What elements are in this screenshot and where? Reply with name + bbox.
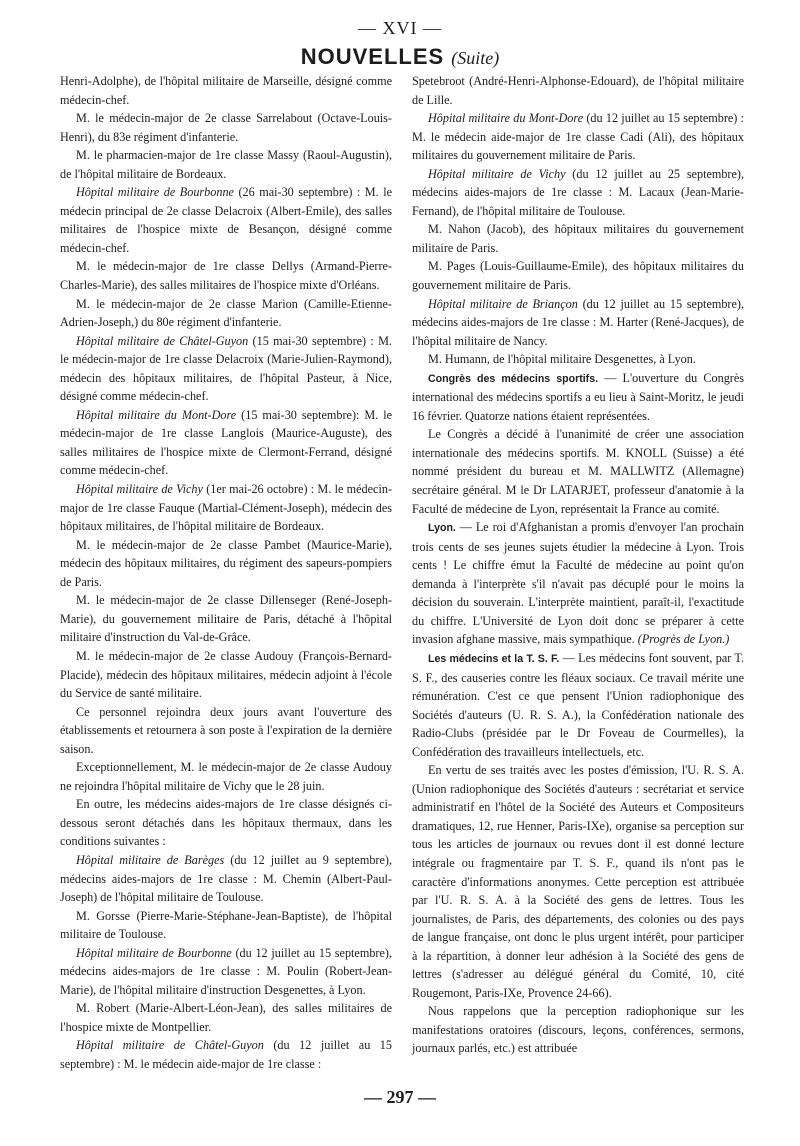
paragraph-text: (du 12 juillet au 15 septembre) : M. le médecin aide-major de 1re classe Cadi (Ali), des hôpitaux militaires du gouvernement militaire de Paris. (412, 111, 744, 163)
paragraph (412, 425, 744, 518)
section-heading (0, 44, 800, 70)
paragraph (60, 109, 392, 146)
paragraph (60, 999, 392, 1036)
paragraph-italic-lead: Hôpital militaire de Vichy (76, 482, 203, 497)
paragraph (412, 518, 744, 649)
paragraph (60, 406, 392, 480)
paragraph-bold-lead: Congrès des médecins sportifs. (428, 372, 599, 385)
paragraph (60, 536, 392, 592)
paragraph-italic-lead: Hôpital militaire de Châtel-Guyon (76, 333, 249, 348)
paragraph-italic-lead: Hôpital militaire de Barèges (76, 852, 225, 867)
paragraph (60, 1036, 392, 1073)
paragraph-text: — Les médecins font souvent, par T. S. F., des causeries contre les fléaux sociaux. Ce travail mérite une rémunération. C'est ce que pensent l'Union radiophonique des Sociétés d'auteurs (U. R. S. A.), la Confédération nationale des Radio-Clubs (présidée par le Dr Foveau de Courmelles), la Confédération des travailleurs intellectuels, etc. (412, 650, 744, 759)
paragraph-italic-lead: Hôpital militaire du Mont-Dore (76, 407, 237, 422)
paragraph-text: Ce personnel rejoindra deux jours avant l'ouverture des établissements et retournera à son poste à l'expiration de la dernière saison. (60, 704, 392, 756)
paragraph-text: (15 mai-30 septembre): M. le médecin-major de 1re classe Langlois (Maurice-Auguste), des salles militaires de l'hospice mixte de Clermont-Ferrand, désigné comme médecin-chef. (60, 407, 392, 478)
paragraph-text: M. le médecin-major de 2e classe Marion (Camille-Etienne-Adrien-Joseph,) du 80e régiment d'infanterie. (60, 296, 392, 330)
paragraph (60, 647, 392, 703)
paragraph-text: M. le médecin-major de 1re classe Dellys (Armand-Pierre-Charles-Marie), des salles militaires de l'hospice mixte d'Orléans. (60, 259, 392, 293)
paragraph-text: Spetebroot (André-Henri-Alphonse-Edouard), de l'hôpital militaire de Lille. (412, 74, 744, 107)
paragraph-text: M. le pharmacien-major de 1re classe Massy (Raoul-Augustin), de l'hôpital militaire de Bordeaux. (60, 148, 392, 181)
paragraph (412, 369, 744, 426)
paragraph (60, 758, 392, 795)
paragraph (60, 703, 392, 759)
paragraph-bold-lead: Les médecins et la T. S. F. (428, 652, 560, 665)
paragraph (60, 795, 392, 851)
section-title: NOUVELLES (300, 44, 445, 69)
paragraph-text: M. le médecin-major de 2e classe Sarrelabout (Octave-Louis-Henri), du 83e régiment d'infanterie. (60, 111, 392, 144)
paragraph-text: M. Humann, de l'hôpital militaire Desgenettes, à Lyon. (428, 352, 696, 367)
paragraph-italic-lead: Hôpital militaire du Mont-Dore (428, 111, 584, 126)
paragraph-text: M. le médecin-major de 2e classe Dillenseger (René-Joseph-Marie), du gouvernement militaire de Paris, détaché à l'hôpital militaire d'instruction du Val-de-Grâce. (60, 593, 392, 645)
paragraph-text: M. le médecin-major de 2e classe Audouy (François-Bernard-Placide), médecin des hôpitaux militaires, médecin adjoint à l'école du Service de santé militaire. (60, 648, 392, 701)
paragraph-text: — Le roi d'Afghanistan a promis d'envoyer l'an prochain trois cents de ses jeunes sujets étudier la médecine à Lyon. Trois cents ! Le chiffre émut la Faculté de médecine au point qu'on demanda à l'interprète s'il n'avait pas décuplé pour le moins la décision du souverain. L'interprète maintient, paraît-il, l'exactitude du chiffre. L'Université de Lyon doit donc se préparer à cette invasion afghane massive, mais sympathique. (412, 520, 744, 647)
paragraph-text: Le Congrès a décidé à l'unanimité de créer une association internationale des médecins sportifs. M. KNOLL (Suisse) a été nommé président du bureau et M. MALLWITZ (Allemagne) secrétaire général. M le Dr LATARJET, professeur d'anatomie à la Faculté de médecine de Lyon, représentait la France au comité. (412, 427, 744, 516)
paragraph-text: — L'ouverture du Congrès international des médecins sportifs a eu lieu à Saint-Moritz, le jeudi 16 février. Quatorze nations étaient représentées. (412, 370, 744, 423)
paragraph (412, 350, 744, 369)
section-title-suffix: (Suite) (451, 48, 500, 68)
paragraph (412, 761, 744, 1002)
paragraph (412, 649, 744, 761)
right-column (412, 72, 744, 1077)
paragraph-text: (du 12 juillet au 15 septembre), médecins aides-majors de 1re classe : M. Harter (René-Jacques), de l'hôpital militaire de Nancy. (412, 296, 744, 348)
paragraph-text: M. le médecin-major de 2e classe Pambet (Maurice-Marie), médecin des hôpitaux militaires, du régiment des sapeurs-pompiers de Paris. (60, 537, 392, 589)
paragraph (412, 165, 744, 221)
paragraph-italic-lead: Hôpital militaire de Châtel-Guyon (76, 1038, 264, 1053)
paragraph-text: (du 12 juillet au 9 septembre), médecins aides-majors de 1re classe : M. Chemin (Albert-Paul-Joseph) de l'hôpital militaire de Toulouse. (60, 852, 392, 905)
paragraph-text: (1er mai-26 octobre) : M. le médecin-major de 1re classe Fauque (Martial-Clément-Joseph), médecin des hôpitaux militaires, de l'hôpital militaire de Bordeaux. (60, 482, 393, 534)
paragraph-bold-lead: Lyon. (428, 522, 456, 535)
paragraph-text: (du 12 juillet au 25 septembre), médecins aides-majors de 1re classe : M. Lacaux (Jean-Marie-Fernand), de l'hôpital militaire de Toulouse. (412, 166, 745, 218)
paragraph-italic-lead: Hôpital militaire de Bourbonne (76, 185, 234, 200)
paragraph-text: (15 mai-30 septembre) : M. le médecin-major de 1re classe Delacroix (Marie-Julien-Raymond), médecin des hôpitaux militaires, de l'hôpital Pasteur, à Nice, désigné comme médecin-chef. (60, 333, 392, 404)
paragraph-italic-source: (Progrès de Lyon.) (637, 632, 730, 647)
paragraph (412, 257, 744, 294)
paragraph (60, 851, 392, 907)
paragraph-text: (du 12 juillet au 15 septembre) : M. le médecin aide-major de 1re classe : (60, 1038, 392, 1071)
paragraph (412, 72, 744, 109)
paragraph-text: Henri-Adolphe), de l'hôpital militaire de Marseille, désigné comme médecin-chef. (60, 74, 392, 107)
paragraph (60, 332, 392, 406)
paragraph-text: M. Gorsse (Pierre-Marie-Stéphane-Jean-Baptiste), de l'hôpital militaire de Toulouse. (60, 908, 392, 942)
paragraph (60, 480, 392, 536)
paragraph-text: M. Pages (Louis-Guillaume-Emile), des hôpitaux militaires du gouvernement militaire de Paris. (412, 259, 744, 293)
paragraph (412, 1002, 744, 1058)
paragraph-text: Exceptionnellement, M. le médecin-major de 2e classe Audouy ne rejoindra l'hôpital militaire de Vichy que le 28 juin. (60, 760, 392, 793)
paragraph (60, 183, 392, 257)
paragraph-text: En vertu de ses traités avec les postes d'émission, l'U. R. S. A. (Union radiophonique des Sociétés d'auteurs : secrétariat et service administratif en l'hôtel de la Société des Auteurs et Compositeurs dramatiques, 12, rue Henner, Paris-IXe), organise sa perception sur tous les articles de journaux ou revues dont il est donné lecture intégrale ou fragmentaire par T. S. F., quand ils n'ont pas le caractère d'informations anonymes. Cette perception est attribuée par l'U. R. S. A. à la Société des gens de lettres. Tous les journalistes, de Paris, des départements, des colonies ou des pays de langue française, ont donc le plus urgent intérêt, pour participer à la répartition, à donner leur adhésion à la Société des gens de lettres (s'adresser au délégué général du Comité, 10, cité Rougemont, Paris-IXe, Provence 24-66). (412, 763, 744, 1000)
paragraph-italic-lead: Hôpital militaire de Briançon (428, 296, 578, 311)
paragraph-italic-lead: Hôpital militaire de Vichy (428, 166, 566, 181)
paragraph (412, 109, 744, 165)
paragraph-text: (26 mai-30 septembre) : M. le médecin principal de 2e classe Delacroix (Albert-Emile), des salles militaires de l'hospice mixte de Besançon, désigné comme médecin-chef. (60, 185, 392, 255)
paragraph (60, 146, 392, 183)
roman-page-number: — XVI — (358, 18, 442, 38)
paragraph-italic-lead: Hôpital militaire de Bourbonne (76, 945, 232, 960)
paragraph-text: M. Robert (Marie-Albert-Léon-Jean), des salles militaires de l'hospice mixte de Montpellier. (60, 1001, 392, 1034)
paragraph (60, 591, 392, 647)
paragraph (60, 72, 392, 109)
left-column (60, 72, 392, 1077)
two-column-body (60, 72, 744, 1077)
paragraph (60, 944, 392, 1000)
paragraph-text: Nous rappelons que la perception radiophonique sur les manifestations oratoires (discours, leçons, conférences, sermons, journaux parlés, etc.) est attribuée (412, 1004, 744, 1056)
paragraph-text: M. Nahon (Jacob), des hôpitaux militaires du gouvernement militaire de Paris. (412, 222, 744, 255)
paragraph (412, 220, 744, 257)
paragraph (60, 257, 392, 294)
paragraph-text: En outre, les médecins aides-majors de 1re classe désignés ci-dessous seront détachés dans les hôpitaux thermaux, dans les conditions suivantes : (60, 797, 392, 849)
paragraph (60, 295, 392, 332)
paragraph-text: (du 12 juillet au 15 septembre), médecins aides-majors de 1re classe : M. Poulin (Robert-Jean-Marie), de l'hôpital militaire d'instruction Desgenettes, à Lyon. (60, 945, 392, 997)
paragraph (412, 295, 744, 351)
page-number: — 297 — (364, 1087, 436, 1107)
paragraph (60, 907, 392, 944)
